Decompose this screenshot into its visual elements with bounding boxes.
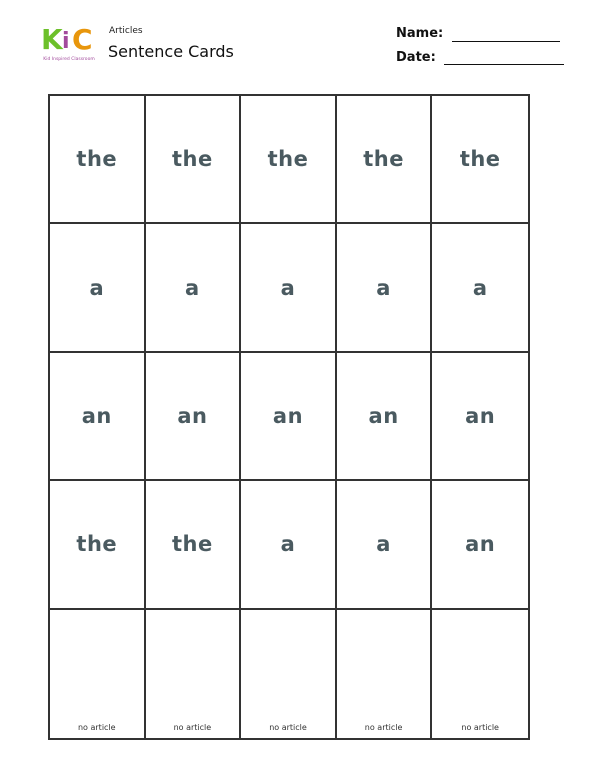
card: [432, 481, 528, 609]
worksheet-title: Sentence Cards: [108, 42, 234, 61]
card-word: the: [459, 147, 501, 172]
sentence-card-grid: [48, 94, 530, 740]
card-no-article: [337, 610, 433, 738]
card-word: the: [76, 147, 118, 172]
logo-tagline: Kid Inspired Classroom: [43, 57, 95, 62]
card-word: an: [177, 403, 208, 428]
kic-logo: [38, 24, 100, 66]
worksheet-subtitle: Articles: [109, 26, 143, 36]
card-word: the: [363, 147, 404, 172]
card-word: a: [280, 275, 296, 300]
card: [146, 224, 242, 352]
card-word: a: [376, 532, 391, 557]
name-input-line[interactable]: [452, 41, 560, 42]
card: [241, 481, 337, 609]
card: [146, 481, 242, 609]
card: [241, 224, 337, 352]
card-word: a: [185, 275, 200, 300]
date-input-line[interactable]: [444, 64, 564, 65]
card-word: an: [272, 403, 304, 428]
card: [337, 353, 433, 481]
card: [337, 224, 433, 352]
card-no-article: [432, 610, 528, 738]
logo-letter-c: C: [72, 23, 93, 56]
card-word: an: [81, 403, 112, 428]
card-word: the: [267, 147, 309, 172]
no-article-label: no article: [461, 722, 499, 732]
card-word: an: [368, 403, 399, 428]
card: [337, 481, 433, 609]
card: [50, 481, 146, 609]
logo-letter-i: i: [62, 29, 70, 54]
card: [50, 224, 146, 352]
card-word: an: [465, 532, 496, 557]
card: [241, 96, 337, 224]
no-article-label: no article: [269, 722, 307, 732]
card-word: the: [172, 532, 213, 557]
card: [146, 353, 242, 481]
card-word: a: [89, 275, 105, 300]
card-word: an: [465, 403, 496, 428]
card-word: a: [376, 275, 391, 300]
card-word: a: [472, 275, 488, 300]
card-no-article: [50, 610, 146, 738]
no-article-label: no article: [77, 722, 116, 732]
card-no-article: [241, 610, 337, 738]
no-article-label: no article: [173, 722, 212, 732]
card: [432, 96, 528, 224]
card-word: the: [172, 147, 213, 172]
card-word: the: [76, 532, 118, 557]
card: [50, 353, 146, 481]
no-article-label: no article: [364, 722, 403, 732]
card-word: a: [280, 532, 296, 557]
card-no-article: [146, 610, 242, 738]
card: [337, 96, 433, 224]
logo-letter-k: K: [41, 23, 63, 56]
card: [50, 96, 146, 224]
card: [432, 224, 528, 352]
card: [241, 353, 337, 481]
name-label: Name:: [396, 26, 444, 41]
card: [432, 353, 528, 481]
card: [146, 96, 242, 224]
date-label: Date:: [396, 50, 436, 65]
